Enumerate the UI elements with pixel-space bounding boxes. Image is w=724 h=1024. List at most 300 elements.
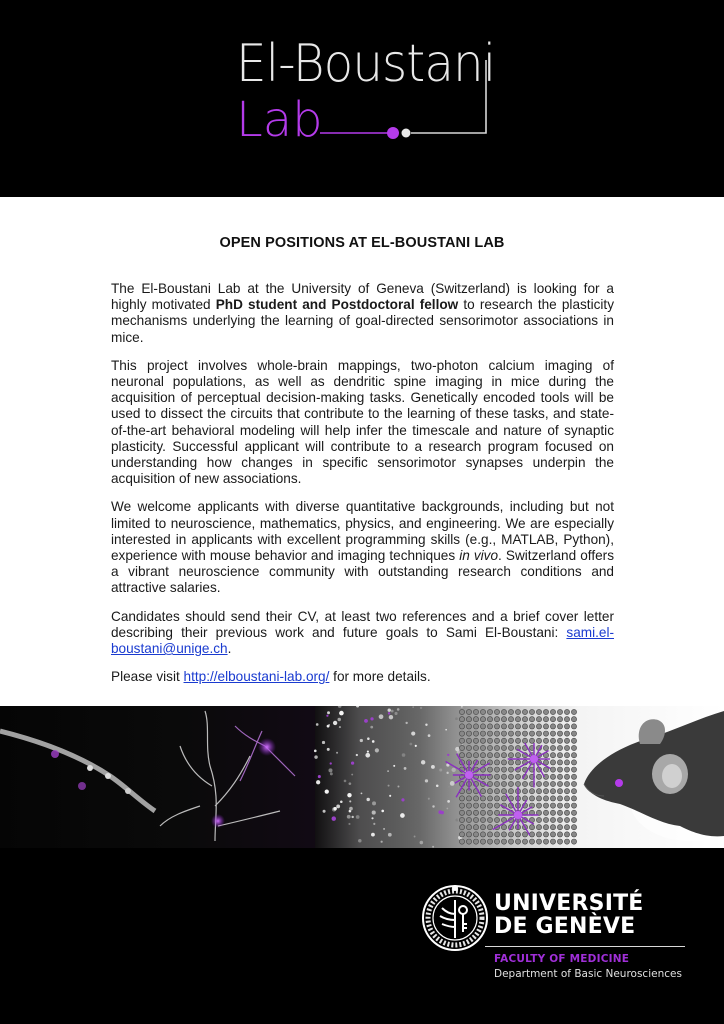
- tissue-cell: [325, 789, 329, 793]
- tissue-cell: [438, 810, 442, 814]
- electrode: [571, 745, 576, 750]
- electrode: [550, 781, 555, 786]
- electrode: [480, 817, 485, 822]
- electrode: [494, 717, 499, 722]
- electrode: [557, 781, 562, 786]
- electrode: [571, 717, 576, 722]
- electrode: [508, 832, 513, 837]
- electrode: [459, 839, 464, 844]
- website-text-end: for more details.: [329, 669, 431, 685]
- tissue-cell: [327, 748, 330, 751]
- electrode: [536, 717, 541, 722]
- electrode: [473, 717, 478, 722]
- electrode: [550, 825, 555, 830]
- electrode: [501, 839, 506, 844]
- electrode: [459, 745, 464, 750]
- electrode: [480, 803, 485, 808]
- cortical-tissue-image: [315, 706, 465, 848]
- electrode: [466, 817, 471, 822]
- electrode: [522, 724, 527, 729]
- electrode: [508, 731, 513, 736]
- electrode: [571, 825, 576, 830]
- electrode: [494, 781, 499, 786]
- tissue-cell: [314, 750, 317, 753]
- tissue-cell: [336, 752, 338, 754]
- tissue-cell: [415, 745, 417, 747]
- electrode: [494, 796, 499, 801]
- electrode: [494, 745, 499, 750]
- tissue-cell: [356, 754, 358, 756]
- electrode: [529, 796, 534, 801]
- electrode: [550, 709, 555, 714]
- electrode: [571, 789, 576, 794]
- tissue-cell: [316, 780, 320, 784]
- electrode: [494, 817, 499, 822]
- electrode: [550, 738, 555, 743]
- tissue-cell: [464, 707, 466, 709]
- electrode: [487, 803, 492, 808]
- electrode: [564, 760, 569, 765]
- electrode: [494, 832, 499, 837]
- electrode: [501, 738, 506, 743]
- department-label: Department of Basic Neurosciences: [494, 968, 682, 980]
- tissue-cell: [447, 800, 450, 803]
- tissue-cell: [339, 726, 341, 728]
- electrode: [536, 724, 541, 729]
- tissue-cell: [389, 795, 391, 797]
- tissue-cell: [425, 779, 428, 782]
- electrode: [508, 774, 513, 779]
- neuron-image: [160, 711, 295, 841]
- electrode: [466, 738, 471, 743]
- electrode: [515, 781, 520, 786]
- electrode: [459, 738, 464, 743]
- tissue-cell: [432, 805, 434, 807]
- electrode: [473, 745, 478, 750]
- tissue-cell: [360, 739, 363, 742]
- electrode: [494, 753, 499, 758]
- electrode: [459, 825, 464, 830]
- footer-divider: [485, 946, 685, 947]
- tissue-cell: [371, 817, 373, 819]
- electrode: [501, 717, 506, 722]
- electrode: [522, 781, 527, 786]
- electrode: [494, 839, 499, 844]
- electrode: [564, 803, 569, 808]
- tissue-cell: [333, 807, 336, 810]
- electrode: [508, 839, 513, 844]
- electrode: [536, 731, 541, 736]
- electrode: [480, 832, 485, 837]
- tissue-cell: [388, 785, 390, 787]
- tissue-cell: [316, 723, 319, 726]
- dendritic-spine-image: [0, 731, 155, 811]
- electrode: [564, 796, 569, 801]
- tissue-cell: [388, 833, 392, 837]
- electrode: [564, 767, 569, 772]
- electrode: [557, 825, 562, 830]
- electrode: [473, 810, 478, 815]
- logo-text-el-boustani: El-Boustani: [236, 34, 496, 94]
- electrode: [487, 717, 492, 722]
- electrode: [529, 789, 534, 794]
- electrode: [557, 817, 562, 822]
- electrode: [480, 810, 485, 815]
- tissue-cell: [431, 765, 435, 769]
- electrode: [480, 709, 485, 714]
- electrode: [550, 731, 555, 736]
- electrode: [466, 709, 471, 714]
- electrode: [515, 709, 520, 714]
- electrode: [550, 789, 555, 794]
- electrode: [543, 717, 548, 722]
- intro-text-end: to research the plasticity mechanisms underlying the learning of goal-directed sensorimotor associations in mice.: [111, 297, 614, 345]
- electrode: [480, 724, 485, 729]
- electrode: [543, 803, 548, 808]
- tissue-cell: [364, 719, 368, 723]
- electrode: [529, 709, 534, 714]
- electrode: [473, 709, 478, 714]
- electrode: [480, 738, 485, 743]
- electrode: [529, 738, 534, 743]
- electrode: [473, 753, 478, 758]
- paragraph-project: This project involves whole-brain mappings, two-photon calcium imaging of neuronal populations, as well as dendritic spine imaging in mice during the acquisition of perceptual decision-making tasks. Genetically encoded tools will be used to dissect the circuits that contribute to the learning of these tasks, and state-of-the-art behavioral modeling will help infer the timescale and nature of synaptic plasticity. Successful applicant will contribute to a research program focused on understanding how changes in specific sensorimotor synapses underpin the acquisition of new associations.: [111, 357, 614, 487]
- electrode: [571, 709, 576, 714]
- electrode: [536, 796, 541, 801]
- tissue-cell: [351, 816, 353, 818]
- electrode: [550, 839, 555, 844]
- electrode: [564, 839, 569, 844]
- tissue-cell: [328, 724, 330, 726]
- electrode: [543, 825, 548, 830]
- electrode: [571, 796, 576, 801]
- tissue-cell: [323, 810, 326, 813]
- electrode: [487, 817, 492, 822]
- electrode: [508, 760, 513, 765]
- electrode: [571, 738, 576, 743]
- tissue-cell: [381, 810, 384, 813]
- electrode: [536, 789, 541, 794]
- electrode: [522, 839, 527, 844]
- electrode: [494, 731, 499, 736]
- university-name: [494, 892, 644, 938]
- electrode: [508, 781, 513, 786]
- electrode: [564, 731, 569, 736]
- electrode: [508, 745, 513, 750]
- electrode: [466, 796, 471, 801]
- electrode: [494, 789, 499, 794]
- electrode: [508, 724, 513, 729]
- electrode: [557, 753, 562, 758]
- electrode: [536, 781, 541, 786]
- tissue-cell: [358, 839, 362, 843]
- tissue-cell: [372, 811, 376, 815]
- electrode: [522, 789, 527, 794]
- document-body: [0, 197, 724, 706]
- tissue-cell: [420, 841, 424, 845]
- logo-purple-dot: [387, 127, 399, 139]
- logo-text-lab: Lab: [236, 92, 323, 148]
- electrode: [571, 817, 576, 822]
- electrode: [550, 753, 555, 758]
- tissue-cell: [332, 816, 336, 820]
- electrode: [529, 839, 534, 844]
- electrode: [543, 709, 548, 714]
- electrode: [515, 832, 520, 837]
- electrode: [501, 774, 506, 779]
- electrode: [480, 745, 485, 750]
- tissue-cell: [383, 828, 385, 830]
- electrode: [550, 803, 555, 808]
- electrode: [543, 724, 548, 729]
- tissue-cell: [339, 711, 344, 716]
- mouse-image: [584, 711, 724, 841]
- electrode: [536, 803, 541, 808]
- electrode: [501, 767, 506, 772]
- electrode: [543, 832, 548, 837]
- tissue-cell: [365, 753, 370, 758]
- paragraph-applicants: [111, 499, 614, 596]
- electrode: [564, 717, 569, 722]
- electrode: [564, 789, 569, 794]
- electrode: [487, 731, 492, 736]
- tissue-cell: [450, 781, 455, 786]
- neuron-soma-2: [211, 814, 225, 828]
- electrode: [473, 738, 478, 743]
- tissue-cell: [373, 823, 375, 825]
- electrode: [501, 745, 506, 750]
- tissue-cell: [318, 775, 321, 778]
- electrode: [550, 760, 555, 765]
- electrode: [501, 781, 506, 786]
- electrode: [515, 753, 520, 758]
- electrode: [466, 825, 471, 830]
- electrode: [480, 731, 485, 736]
- tissue-cell: [387, 770, 389, 772]
- tissue-cell: [420, 707, 422, 709]
- logo-connector-graphic: [0, 0, 724, 197]
- electrode: [508, 789, 513, 794]
- tissue-cell: [361, 793, 363, 795]
- electrode: [557, 731, 562, 736]
- tissue-cell: [400, 813, 405, 818]
- electrode: [494, 724, 499, 729]
- unige-seal-icon: [420, 882, 490, 952]
- electrode: [466, 810, 471, 815]
- tissue-cell: [336, 804, 340, 808]
- tissue-cell: [389, 715, 393, 719]
- research-image-band: [0, 706, 724, 848]
- electrode: [543, 839, 548, 844]
- electrode: [487, 709, 492, 714]
- electrode: [529, 731, 534, 736]
- electrode: [564, 825, 569, 830]
- faculty-label: FACULTY OF MEDICINE: [494, 953, 630, 965]
- network-hub: [530, 755, 538, 763]
- tissue-cell: [367, 751, 369, 753]
- electrode: [543, 745, 548, 750]
- tissue-cell: [340, 800, 343, 803]
- tissue-cell: [351, 761, 354, 764]
- electrode: [501, 709, 506, 714]
- electrode: [501, 789, 506, 794]
- electrode: [564, 738, 569, 743]
- email-link[interactable]: sami.el-boustani@unige.ch: [111, 624, 614, 657]
- electrode: [550, 717, 555, 722]
- electrode: [529, 832, 534, 837]
- tissue-cell: [404, 767, 407, 770]
- electrode: [536, 774, 541, 779]
- electrode: [571, 781, 576, 786]
- university-name-line1: UNIVERSITÉ: [494, 891, 644, 916]
- electrode: [501, 760, 506, 765]
- electrode: [501, 796, 506, 801]
- electrode: [487, 832, 492, 837]
- tissue-cell: [348, 823, 350, 825]
- electrode: [480, 789, 485, 794]
- tissue-cell: [397, 786, 399, 788]
- electrode: [473, 825, 478, 830]
- electrode: [571, 832, 576, 837]
- tissue-cell: [347, 815, 351, 819]
- electrode: [487, 839, 492, 844]
- tissue-cell: [436, 784, 439, 787]
- electrode: [557, 796, 562, 801]
- tissue-cell: [446, 808, 448, 810]
- electrode: [557, 724, 562, 729]
- electrode: [543, 817, 548, 822]
- tissue-cell: [428, 734, 431, 737]
- electrode: [522, 832, 527, 837]
- electrode: [571, 724, 576, 729]
- electrode: [543, 810, 548, 815]
- electrode: [543, 738, 548, 743]
- electrode: [473, 832, 478, 837]
- electrode: [494, 767, 499, 772]
- electrode: [536, 839, 541, 844]
- electrode: [550, 832, 555, 837]
- electrode: [571, 767, 576, 772]
- electrode: [522, 731, 527, 736]
- electrode: [466, 724, 471, 729]
- tissue-cell: [349, 782, 352, 785]
- tissue-cell: [330, 772, 333, 775]
- applicants-text-end: . Switzerland offers a vibrant neuroscience community with outstanding research conditions and attractive salaries.: [111, 548, 614, 596]
- electrode: [522, 717, 527, 722]
- tissue-cell: [327, 711, 330, 714]
- electrode: [501, 825, 506, 830]
- electrode: [536, 709, 541, 714]
- electrode: [466, 839, 471, 844]
- tissue-cell: [414, 836, 416, 838]
- electrode: [459, 753, 464, 758]
- electrode: [550, 724, 555, 729]
- electrode: [557, 832, 562, 837]
- tissue-cell: [328, 768, 332, 772]
- electrode: [557, 803, 562, 808]
- electrode: [536, 825, 541, 830]
- electrode: [480, 839, 485, 844]
- electrode: [515, 731, 520, 736]
- electrode: [571, 760, 576, 765]
- electrode: [459, 817, 464, 822]
- document-text: [111, 281, 614, 697]
- electrode: [473, 839, 478, 844]
- electrode: [459, 709, 464, 714]
- electrode: [564, 774, 569, 779]
- electrode: [508, 767, 513, 772]
- electrode: [564, 724, 569, 729]
- website-link[interactable]: http://elboustani-lab.org/: [183, 669, 330, 685]
- tissue-cell: [366, 798, 369, 801]
- electrode: [557, 738, 562, 743]
- tissue-cell: [412, 706, 414, 708]
- electrode: [501, 753, 506, 758]
- electrode: [473, 803, 478, 808]
- electrode: [515, 774, 520, 779]
- electrode: [550, 774, 555, 779]
- electrode: [487, 753, 492, 758]
- electrode: [501, 731, 506, 736]
- tissue-cell: [428, 798, 430, 800]
- electrode: [459, 810, 464, 815]
- electrode: [473, 731, 478, 736]
- electrode: [515, 738, 520, 743]
- tissue-cell: [337, 718, 340, 721]
- tissue-cell: [425, 723, 427, 725]
- university-name-line2: DE GENÈVE: [494, 914, 636, 939]
- electrode: [494, 803, 499, 808]
- electrode: [564, 745, 569, 750]
- electrode: [480, 825, 485, 830]
- tissue-cell: [326, 715, 328, 717]
- tissue-cell: [347, 793, 351, 797]
- electrode: [487, 810, 492, 815]
- electrode: [466, 832, 471, 837]
- neuron-soma: [258, 738, 276, 756]
- electrode: [557, 789, 562, 794]
- electrode: [515, 839, 520, 844]
- electrode: [550, 767, 555, 772]
- electrode: [501, 724, 506, 729]
- electrode: [487, 745, 492, 750]
- electrode: [487, 738, 492, 743]
- electrode: [515, 760, 520, 765]
- electrode: [508, 709, 513, 714]
- lab-logo: [0, 0, 724, 197]
- application-text: Candidates should send their CV, at least two references and a brief cover letter describing their previous work and future goals to Sami El-Boustani:: [111, 608, 614, 640]
- electrode: [487, 789, 492, 794]
- electrode: [473, 796, 478, 801]
- application-text-end: .: [227, 641, 232, 657]
- tissue-cell: [367, 737, 370, 740]
- tissue-cell: [372, 740, 375, 743]
- tissue-cell: [391, 710, 394, 713]
- applicants-text: We welcome applicants with diverse quantitative backgrounds, including but not limited to neuroscience, mathematics, physics, and engineering. We are especially interested in applicants with excellent programming skills (e.g., MATLAB, Python), experience with mouse behavior and imaging techniques: [111, 499, 614, 564]
- tissue-cell: [452, 768, 456, 772]
- tissue-cell: [455, 747, 459, 751]
- electrode: [557, 745, 562, 750]
- electrode: [466, 803, 471, 808]
- tissue-cell: [372, 801, 376, 805]
- electrode: [571, 803, 576, 808]
- electrode: [473, 817, 478, 822]
- electrode: [543, 731, 548, 736]
- tissue-cell: [402, 753, 406, 757]
- tissue-cell: [344, 780, 347, 783]
- positions-bold: PhD student and Postdoctoral fellow: [215, 297, 459, 313]
- electrode: [571, 839, 576, 844]
